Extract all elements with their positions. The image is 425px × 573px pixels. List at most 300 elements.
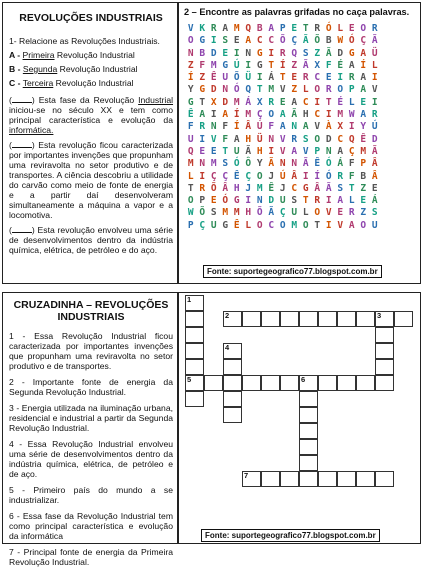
crossword-cell[interactable] xyxy=(375,375,394,391)
wordsearch-letter[interactable]: A xyxy=(279,121,286,133)
wordsearch-letter[interactable]: Ê xyxy=(360,133,367,145)
wordsearch-letter[interactable]: P xyxy=(360,158,367,170)
wordsearch-letter[interactable]: X xyxy=(337,121,344,133)
wordsearch-letter[interactable]: G xyxy=(222,59,229,71)
wordsearch-letter[interactable]: Z xyxy=(314,47,321,59)
wordsearch-letter[interactable]: Ç xyxy=(291,35,298,47)
wordsearch-letter[interactable]: H xyxy=(302,109,309,121)
wordsearch-letter[interactable]: I xyxy=(325,219,332,231)
crossword-cell[interactable] xyxy=(185,391,204,407)
wordsearch-letter[interactable]: Ô xyxy=(245,158,252,170)
wordsearch-letter[interactable]: E xyxy=(325,72,332,84)
wordsearch-letter[interactable]: Õ xyxy=(314,35,321,47)
wordsearch-letter[interactable]: C xyxy=(291,182,298,194)
wordsearch-letter[interactable]: G xyxy=(199,35,206,47)
wordsearch-letter[interactable]: I xyxy=(256,72,263,84)
crossword-cell[interactable] xyxy=(223,359,242,375)
crossword-cell[interactable] xyxy=(299,439,318,455)
wordsearch-letter[interactable]: I xyxy=(210,35,217,47)
crossword-cell[interactable] xyxy=(375,343,394,359)
wordsearch-letter[interactable]: A xyxy=(222,109,229,121)
crossword-cell[interactable] xyxy=(204,375,223,391)
wordsearch-letter[interactable]: M xyxy=(337,109,344,121)
wordsearch-letter[interactable]: O xyxy=(314,84,321,96)
wordsearch-letter[interactable]: Ú xyxy=(371,121,378,133)
crossword-cell[interactable] xyxy=(261,471,280,487)
wordsearch-letter[interactable]: Ú xyxy=(233,59,240,71)
wordsearch-letter[interactable]: M xyxy=(360,145,367,157)
wordsearch-letter[interactable]: Ü xyxy=(256,133,263,145)
wordsearch-letter[interactable]: T xyxy=(314,219,321,231)
wordsearch-letter[interactable]: C xyxy=(314,109,321,121)
wordsearch-letter[interactable]: R xyxy=(314,195,321,207)
wordsearch-letter[interactable]: Ê xyxy=(210,72,217,84)
wordsearch-letter[interactable]: Z xyxy=(360,182,367,194)
wordsearch-letter[interactable]: Õ xyxy=(199,207,206,219)
wordsearch-letter[interactable]: M xyxy=(187,158,194,170)
wordsearch-letter[interactable]: K xyxy=(199,23,206,34)
wordsearch-letter[interactable]: Â xyxy=(222,182,229,194)
wordsearch-letter[interactable]: É xyxy=(337,96,344,108)
wordsearch-letter[interactable]: X xyxy=(210,96,217,108)
wordsearch-letter[interactable]: Ó xyxy=(325,158,332,170)
wordsearch-letter[interactable]: Ç xyxy=(199,219,206,231)
crossword-cell[interactable] xyxy=(337,375,356,391)
wordsearch-letter[interactable]: T xyxy=(302,195,309,207)
wordsearch-letter[interactable]: E xyxy=(222,47,229,59)
crossword-cell[interactable] xyxy=(299,391,318,407)
wordsearch-letter[interactable]: A xyxy=(245,35,252,47)
wordsearch-letter[interactable]: V xyxy=(302,145,309,157)
wordsearch-letter[interactable]: X xyxy=(256,96,263,108)
wordsearch-letter[interactable]: U xyxy=(222,72,229,84)
wordsearch-letter[interactable]: E xyxy=(279,96,286,108)
wordsearch-letter[interactable]: R xyxy=(302,72,309,84)
wordsearch-letter[interactable]: H xyxy=(233,182,240,194)
wordsearch-letter[interactable]: Õ xyxy=(210,182,217,194)
wordsearch-letter[interactable]: R xyxy=(291,133,298,145)
wordsearch-letter[interactable]: É xyxy=(337,59,344,71)
wordsearch-letter[interactable]: D xyxy=(371,133,378,145)
wordsearch-letter[interactable]: Ê xyxy=(233,170,240,182)
wordsearch-letter[interactable]: E xyxy=(360,96,367,108)
wordsearch-letter[interactable]: A xyxy=(199,109,206,121)
wordsearch-letter[interactable]: Q xyxy=(187,145,194,157)
wordsearch-letter[interactable]: T xyxy=(199,96,206,108)
wordsearch-letter[interactable]: R xyxy=(268,96,275,108)
wordsearch-letter[interactable]: O xyxy=(279,219,286,231)
wordsearch-letter[interactable]: Ã xyxy=(302,59,309,71)
wordsearch-letter[interactable]: P xyxy=(314,145,321,157)
wordsearch-letter[interactable]: A xyxy=(360,47,367,59)
wordsearch-letter[interactable]: Y xyxy=(360,121,367,133)
wordsearch-letter[interactable]: S xyxy=(222,158,229,170)
wordsearch-letter[interactable]: Í xyxy=(187,72,194,84)
wordsearch-letter[interactable]: T xyxy=(302,23,309,34)
wordsearch-letter[interactable]: Ã xyxy=(302,35,309,47)
wordsearch-letter[interactable]: T xyxy=(187,182,194,194)
wordsearch-letter[interactable]: Õ xyxy=(279,35,286,47)
wordsearch-letter[interactable]: W xyxy=(348,109,355,121)
wordsearch-letter[interactable]: Ê xyxy=(268,182,275,194)
crossword-cell[interactable] xyxy=(223,391,242,407)
wordsearch-letter[interactable]: Â xyxy=(245,121,252,133)
crossword-cell[interactable] xyxy=(242,311,261,327)
wordsearch-letter[interactable]: E xyxy=(210,195,217,207)
wordsearch-letter[interactable]: A xyxy=(291,96,298,108)
wordsearch-letter[interactable]: G xyxy=(348,47,355,59)
wordsearch-letter[interactable]: A xyxy=(348,59,355,71)
wordsearch-letter[interactable]: O xyxy=(314,207,321,219)
wordsearch-letter[interactable]: G xyxy=(233,195,240,207)
wordsearch-letter[interactable]: Ã xyxy=(245,145,252,157)
wordsearch-letter[interactable]: T xyxy=(348,182,355,194)
wordsearch-letter[interactable]: H xyxy=(245,133,252,145)
wordsearch-letter[interactable]: À xyxy=(325,121,332,133)
wordsearch-letter[interactable]: O xyxy=(256,170,263,182)
wordsearch-letter[interactable]: J xyxy=(279,182,286,194)
wordsearch-letter[interactable]: I xyxy=(268,145,275,157)
wordsearch-letter[interactable]: O xyxy=(187,195,194,207)
wordsearch-letter[interactable]: U xyxy=(279,195,286,207)
wordsearch-letter[interactable]: E xyxy=(291,72,298,84)
wordsearch-letter[interactable]: R xyxy=(210,23,217,34)
wordsearch-letter[interactable]: Í xyxy=(360,59,367,71)
wordsearch-letter[interactable]: V xyxy=(210,133,217,145)
crossword-cell[interactable] xyxy=(185,311,204,327)
wordsearch-letter[interactable]: C xyxy=(337,133,344,145)
wordsearch-letter[interactable]: Ç xyxy=(360,35,367,47)
wordsearch-letter[interactable]: N xyxy=(279,158,286,170)
crossword-cell[interactable] xyxy=(318,375,337,391)
crossword-cell[interactable] xyxy=(185,327,204,343)
wordsearch-letter[interactable]: V xyxy=(314,121,321,133)
wordsearch-letter[interactable]: S xyxy=(302,47,309,59)
wordsearch-letter[interactable]: I xyxy=(371,96,378,108)
wordsearch-letter[interactable]: M xyxy=(256,182,263,194)
wordsearch-letter[interactable]: F xyxy=(325,59,332,71)
wordsearch-letter[interactable]: I xyxy=(199,170,206,182)
crossword-cell[interactable] xyxy=(318,311,337,327)
wordsearch-letter[interactable]: Q xyxy=(291,47,298,59)
wordsearch-letter[interactable]: Á xyxy=(337,158,344,170)
wordsearch-letter[interactable]: F xyxy=(222,133,229,145)
wordsearch-letter[interactable]: G xyxy=(187,96,194,108)
crossword-cell[interactable] xyxy=(356,375,375,391)
wordsearch-letter[interactable]: V xyxy=(187,23,194,34)
wordsearch-letter[interactable]: D xyxy=(210,84,217,96)
wordsearch-letter[interactable]: F xyxy=(222,121,229,133)
wordsearch-letter[interactable]: A xyxy=(337,195,344,207)
wordsearch-letter[interactable]: G xyxy=(199,84,206,96)
wordsearch-letter[interactable]: M xyxy=(222,207,229,219)
wordsearch-letter[interactable]: D xyxy=(210,47,217,59)
wordsearch-letter[interactable]: C xyxy=(256,35,263,47)
crossword-cell[interactable] xyxy=(299,471,318,487)
wordsearch-letter[interactable]: Z xyxy=(199,72,206,84)
wordsearch-letter[interactable]: P xyxy=(199,195,206,207)
wordsearch-letter[interactable]: N xyxy=(222,84,229,96)
wordsearch-letter[interactable]: B xyxy=(199,47,206,59)
wordsearch-letter[interactable]: A xyxy=(337,145,344,157)
wordsearch-letter[interactable]: T xyxy=(279,72,286,84)
wordsearch-letter[interactable]: I xyxy=(337,72,344,84)
wordsearch-letter[interactable]: E xyxy=(371,182,378,194)
wordsearch-letter[interactable]: Z xyxy=(187,59,194,71)
wordsearch-letter[interactable]: R xyxy=(337,170,344,182)
wordsearch-letter[interactable]: O xyxy=(268,109,275,121)
wordsearch-letter[interactable]: Z xyxy=(291,84,298,96)
wordsearch-letter[interactable]: N xyxy=(291,121,298,133)
wordsearch-letter[interactable]: Ã xyxy=(268,158,275,170)
wordsearch-letter[interactable]: Q xyxy=(245,84,252,96)
wordsearch-letter[interactable]: W xyxy=(337,35,344,47)
wordsearch-letter[interactable]: L xyxy=(302,207,309,219)
wordsearch-letter[interactable]: N xyxy=(199,158,206,170)
wordsearch-letter[interactable]: Ç xyxy=(245,170,252,182)
crossword-cell[interactable] xyxy=(375,327,394,343)
wordsearch-letter[interactable]: R xyxy=(325,84,332,96)
answer-blank-3[interactable] xyxy=(12,224,32,233)
wordsearch-letter[interactable]: V xyxy=(279,145,286,157)
wordsearch-letter[interactable]: Í xyxy=(314,170,321,182)
wordsearch-letter[interactable]: G xyxy=(302,182,309,194)
wordsearch-letter[interactable]: N xyxy=(187,47,194,59)
wordsearch-letter[interactable]: I xyxy=(325,195,332,207)
wordsearch-letter[interactable]: Ó xyxy=(325,23,332,34)
wordsearch-letter[interactable]: I xyxy=(245,59,252,71)
wordsearch-letter[interactable]: C xyxy=(314,72,321,84)
wordsearch-letter[interactable]: D xyxy=(337,47,344,59)
wordsearch-letter[interactable]: F xyxy=(268,121,275,133)
wordsearch-letter[interactable]: Ó xyxy=(233,158,240,170)
wordsearch-letter[interactable]: A xyxy=(360,109,367,121)
crossword-cell[interactable] xyxy=(299,311,318,327)
wordsearch-letter[interactable]: M xyxy=(268,84,275,96)
wordsearch-letter[interactable]: Ã xyxy=(325,47,332,59)
wordsearch-letter[interactable]: G xyxy=(256,47,263,59)
wordsearch-letter[interactable]: I xyxy=(245,195,252,207)
wordsearch-letter[interactable]: Ó xyxy=(222,195,229,207)
wordsearch-letter[interactable]: A xyxy=(302,121,309,133)
wordsearch-letter[interactable]: X xyxy=(314,59,321,71)
wordsearch-letter[interactable]: Ü xyxy=(371,47,378,59)
wordsearch-letter[interactable]: L xyxy=(348,195,355,207)
crossword-cell[interactable] xyxy=(223,375,242,391)
wordsearch-letter[interactable]: Ã xyxy=(325,182,332,194)
crossword-cell[interactable] xyxy=(242,375,261,391)
wordsearch-letter[interactable]: J xyxy=(245,182,252,194)
wordsearch-letter[interactable]: B xyxy=(325,35,332,47)
wordsearch-letter[interactable]: Ã xyxy=(291,109,298,121)
wordsearch-letter[interactable]: Á xyxy=(245,96,252,108)
wordsearch-letter[interactable]: V xyxy=(325,207,332,219)
wordsearch-letter[interactable]: I xyxy=(210,109,217,121)
wordsearch-letter[interactable]: Z xyxy=(360,207,367,219)
wordsearch-letter[interactable]: L xyxy=(348,96,355,108)
wordsearch-letter[interactable]: F xyxy=(187,121,194,133)
wordsearch-letter[interactable]: A xyxy=(268,23,275,34)
wordsearch-letter[interactable]: S xyxy=(302,133,309,145)
wordsearch-letter[interactable]: L xyxy=(302,84,309,96)
wordsearch-letter[interactable]: G xyxy=(222,219,229,231)
wordsearch-letter[interactable]: B xyxy=(360,170,367,182)
wordsearch-letter[interactable]: Í xyxy=(279,59,286,71)
crossword-cell[interactable] xyxy=(337,311,356,327)
wordsearch-letter[interactable]: Á xyxy=(371,195,378,207)
crossword-cell[interactable] xyxy=(299,455,318,471)
wordsearch-letter[interactable]: I xyxy=(199,133,206,145)
answer-blank-1[interactable] xyxy=(12,94,32,103)
wordsearch-letter[interactable]: A xyxy=(222,23,229,34)
wordsearch-letter[interactable]: Ç xyxy=(222,170,229,182)
wordsearch-letter[interactable]: Q xyxy=(348,133,355,145)
wordsearch-letter[interactable]: L xyxy=(371,59,378,71)
wordsearch-letter[interactable]: I xyxy=(348,121,355,133)
crossword-cell[interactable] xyxy=(299,407,318,423)
wordsearch-letter[interactable]: M xyxy=(233,23,240,34)
wordsearch-letter[interactable]: Õ xyxy=(256,207,263,219)
wordsearch-letter[interactable]: Ê xyxy=(187,109,194,121)
wordsearch-letter[interactable]: Ó xyxy=(325,170,332,182)
crossword-cell[interactable] xyxy=(261,311,280,327)
wordsearch-letter[interactable]: T xyxy=(222,145,229,157)
wordsearch-letter[interactable]: J xyxy=(268,170,275,182)
wordsearch-letter[interactable]: Â xyxy=(371,158,378,170)
wordsearch-letter[interactable]: L xyxy=(187,170,194,182)
crossword-cell[interactable] xyxy=(185,359,204,375)
wordsearch-letter[interactable]: O xyxy=(314,133,321,145)
wordsearch-letter[interactable]: Y xyxy=(187,84,194,96)
crossword-cell[interactable] xyxy=(318,471,337,487)
wordsearch-letter[interactable]: N xyxy=(245,47,252,59)
wordsearch-letter[interactable]: P xyxy=(187,219,194,231)
wordsearch-letter[interactable]: V xyxy=(279,84,286,96)
wordsearch-letter[interactable]: Ê xyxy=(314,158,321,170)
wordsearch-letter[interactable]: M xyxy=(245,109,252,121)
wordsearch-letter[interactable]: I xyxy=(233,47,240,59)
wordsearch-letter[interactable]: C xyxy=(302,96,309,108)
wordsearch-letter[interactable]: I xyxy=(325,109,332,121)
wordsearch-letter[interactable]: I xyxy=(371,72,378,84)
wordsearch-letter[interactable]: V xyxy=(337,219,344,231)
crossword-cell[interactable] xyxy=(375,471,394,487)
wordsearch-letter[interactable]: M xyxy=(210,158,217,170)
wordsearch-letter[interactable]: L xyxy=(337,23,344,34)
wordsearch-letter[interactable]: U xyxy=(187,133,194,145)
wordsearch-letter[interactable]: Ã xyxy=(371,35,378,47)
answer-blank-2[interactable] xyxy=(12,139,32,148)
wordsearch-letter[interactable]: F xyxy=(199,59,206,71)
wordsearch-letter[interactable]: A xyxy=(360,72,367,84)
wordsearch-letter[interactable]: Á xyxy=(268,72,275,84)
wordsearch-letter[interactable]: Ü xyxy=(245,72,252,84)
wordsearch-letter[interactable]: M xyxy=(233,207,240,219)
wordsearch-letter[interactable]: Ç xyxy=(348,145,355,157)
wordsearch-letter[interactable]: F xyxy=(348,158,355,170)
wordsearch-letter[interactable]: R xyxy=(371,23,378,34)
crossword-cell[interactable] xyxy=(280,471,299,487)
wordsearch-letter[interactable]: Y xyxy=(256,158,263,170)
wordsearch-letter[interactable]: A xyxy=(348,219,355,231)
wordsearch-letter[interactable]: M xyxy=(291,219,298,231)
wordsearch-letter[interactable]: Ç xyxy=(210,170,217,182)
wordsearch-letter[interactable]: V xyxy=(279,133,286,145)
wordsearch-letter[interactable]: M xyxy=(210,59,217,71)
crossword-cell[interactable] xyxy=(356,311,375,327)
wordsearch-letter[interactable]: E xyxy=(233,35,240,47)
wordsearch-letter[interactable]: H xyxy=(245,207,252,219)
wordsearch-letter[interactable]: R xyxy=(199,121,206,133)
wordsearch-letter[interactable]: E xyxy=(337,207,344,219)
crossword-cell[interactable] xyxy=(185,343,204,359)
wordsearch-letter[interactable]: C xyxy=(268,219,275,231)
wordsearch-letter[interactable]: T xyxy=(268,59,275,71)
wordsearch-letter[interactable]: R xyxy=(199,182,206,194)
wordsearch-letter[interactable]: Â xyxy=(371,170,378,182)
wordsearch-letter[interactable]: S xyxy=(337,182,344,194)
wordsearch-letter[interactable]: Ã xyxy=(302,158,309,170)
wordsearch-letter[interactable]: N xyxy=(291,158,298,170)
wordsearch-letter[interactable]: E xyxy=(348,23,355,34)
wordsearch-letter[interactable]: N xyxy=(268,133,275,145)
wordsearch-letter[interactable]: I xyxy=(268,47,275,59)
wordsearch-letter[interactable]: Ó xyxy=(348,35,355,47)
crossword-cell[interactable] xyxy=(223,407,242,423)
crossword-cell[interactable] xyxy=(280,311,299,327)
wordsearch-letter[interactable]: D xyxy=(268,195,275,207)
wordsearch-grid[interactable] xyxy=(185,23,415,232)
wordsearch-letter[interactable]: V xyxy=(371,84,378,96)
wordsearch-letter[interactable]: O xyxy=(360,23,367,34)
wordsearch-letter[interactable]: Ú xyxy=(256,121,263,133)
wordsearch-letter[interactable]: B xyxy=(256,23,263,34)
wordsearch-letter[interactable]: W xyxy=(187,207,194,219)
wordsearch-letter[interactable]: U xyxy=(291,207,298,219)
wordsearch-letter[interactable]: S xyxy=(371,207,378,219)
wordsearch-letter[interactable]: Ã xyxy=(371,145,378,157)
wordsearch-letter[interactable]: U xyxy=(233,145,240,157)
crossword-cell[interactable] xyxy=(375,359,394,375)
wordsearch-letter[interactable]: Í xyxy=(233,121,240,133)
wordsearch-letter[interactable]: R xyxy=(371,109,378,121)
wordsearch-letter[interactable]: S xyxy=(210,207,217,219)
wordsearch-letter[interactable]: N xyxy=(256,195,263,207)
wordsearch-letter[interactable]: O xyxy=(360,219,367,231)
wordsearch-letter[interactable]: D xyxy=(325,133,332,145)
wordsearch-letter[interactable]: E xyxy=(360,195,367,207)
crossword-cell[interactable] xyxy=(261,375,280,391)
wordsearch-letter[interactable]: D xyxy=(222,96,229,108)
wordsearch-letter[interactable]: A xyxy=(233,133,240,145)
wordsearch-letter[interactable]: Ç xyxy=(256,109,263,121)
wordsearch-letter[interactable]: I xyxy=(314,96,321,108)
wordsearch-letter[interactable]: S xyxy=(291,195,298,207)
wordsearch-letter[interactable]: U xyxy=(371,219,378,231)
wordsearch-letter[interactable]: A xyxy=(279,109,286,121)
wordsearch-letter[interactable]: M xyxy=(233,96,240,108)
wordsearch-letter[interactable]: T xyxy=(325,96,332,108)
wordsearch-letter[interactable]: I xyxy=(302,170,309,182)
wordsearch-letter[interactable]: N xyxy=(325,145,332,157)
wordsearch-letter[interactable]: A xyxy=(291,145,298,157)
crossword-cell[interactable] xyxy=(394,311,413,327)
wordsearch-letter[interactable]: R xyxy=(348,72,355,84)
wordsearch-letter[interactable]: U xyxy=(210,219,217,231)
wordsearch-letter[interactable]: A xyxy=(360,84,367,96)
wordsearch-letter[interactable]: T xyxy=(256,84,263,96)
wordsearch-letter[interactable]: Í xyxy=(233,109,240,121)
